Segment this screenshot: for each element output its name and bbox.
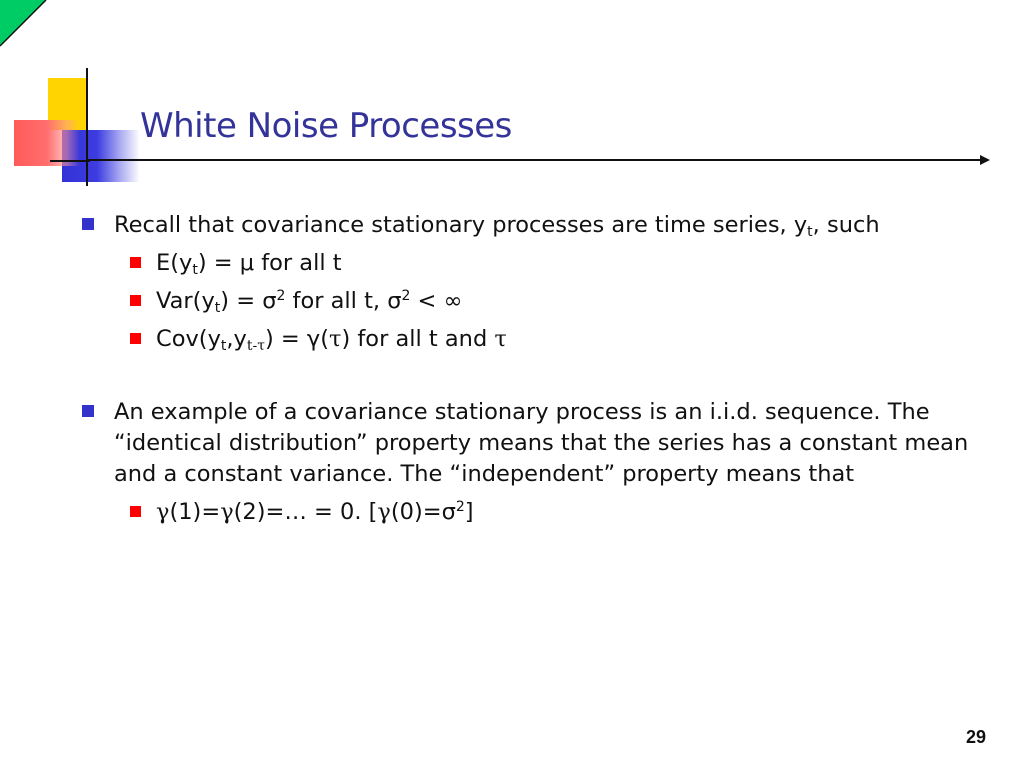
slide-content [82,210,982,528]
bullet-1-subscript: t [807,224,813,240]
subbullet-1-2 [82,286,982,317]
formula-text: ) = μ for all t [197,250,342,276]
subbullet-2-1 [82,497,982,528]
bullet-marker [82,405,94,417]
formula-text: Var(y [156,288,215,314]
formula-text: (2)=… = 0. [ [233,499,378,525]
bullet-1-text-end: , such [812,212,880,238]
formula-text: Cov(y [156,326,221,352]
title-underline-arrow [0,0,1024,200]
subbullet-marker [130,506,141,517]
page-number: 29 [965,727,986,747]
formula-text: (1)= [169,499,221,525]
bullet-1 [82,210,982,241]
formula-subscript: t [214,300,221,316]
subbullet-marker [130,257,141,268]
formula-symbol: γ [377,499,391,525]
formula-symbol: γ [220,499,234,525]
subbullet-1-1 [82,248,982,279]
formula-subscript: t-τ [246,338,265,354]
formula-subscript: t [192,262,198,278]
formula-symbol: γ [156,499,170,525]
formula-superscript: 2 [401,288,411,304]
formula-superscript: 2 [276,288,286,304]
bullet-2 [82,397,982,490]
formula-text: ) for all t and [341,326,495,352]
slide-title: White Noise Processes [140,106,512,146]
formula-text: (0)=σ [390,499,456,525]
formula-text: ) = σ [220,288,277,314]
subbullet-marker [130,295,141,306]
bullet-2-text: An example of a covariance stationary process is an i.i.d. sequence. The “identical distribution” property means that the series has a constant mean and a constant variance. The “independent” property means that [114,399,969,487]
formula-symbol: τ [494,326,507,352]
formula-subscript: t [220,338,227,354]
formula-text: for all t, σ [285,288,402,314]
formula-text: ) = γ( [264,326,329,352]
subbullet-1-3 [82,324,982,355]
formula-text: ,y [226,326,247,352]
formula-superscript: 2 [455,499,465,515]
bullet-1-text: Recall that covariance stationary processes are time series, y [114,212,808,238]
formula-text: E(y [156,250,193,276]
subbullet-marker [130,333,141,344]
formula-text: ] [464,499,474,525]
bullet-marker [82,218,94,230]
formula-text: < ∞ [410,288,463,314]
formula-symbol: τ [329,326,342,352]
